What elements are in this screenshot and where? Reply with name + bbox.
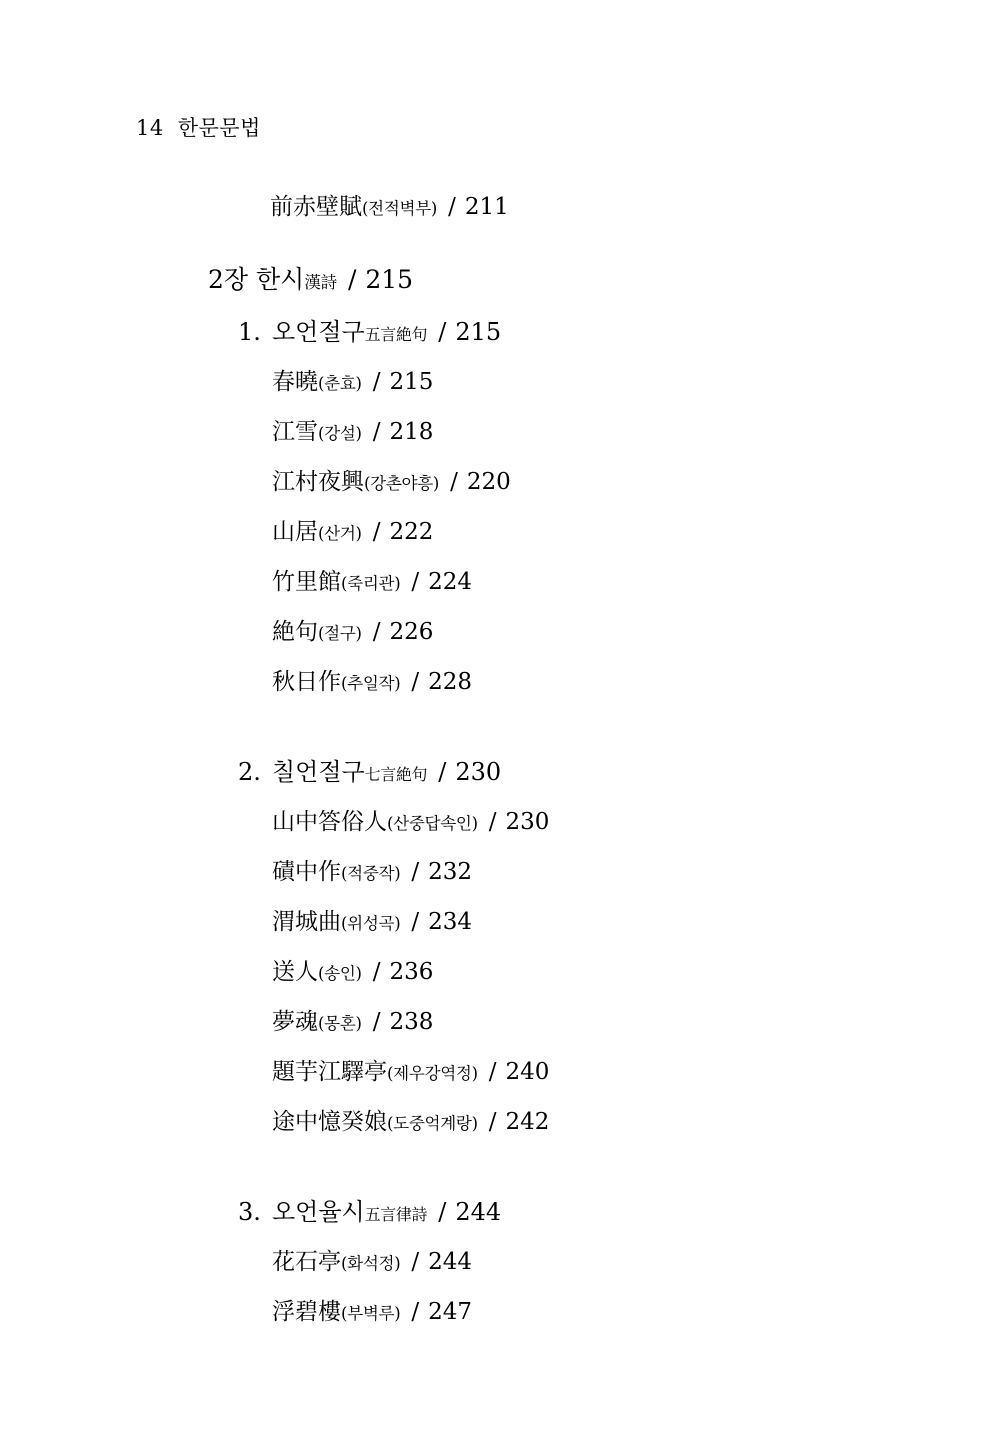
toc-item-ko: (강설)	[318, 424, 362, 443]
toc-section-name-han: 七言絶句	[364, 765, 428, 784]
header-book-title: 한문문법	[177, 116, 261, 140]
table-of-contents	[0, 180, 1008, 1324]
page-header	[136, 112, 261, 142]
toc-item-page: 242	[505, 1109, 550, 1135]
toc-item-page: 215	[389, 369, 434, 395]
toc-section-page: 215	[455, 318, 502, 346]
toc-separator: /	[411, 669, 420, 695]
toc-chapter-heading	[0, 267, 1008, 292]
toc-item-page: 224	[428, 569, 473, 595]
toc-item-han: 春曉	[272, 369, 318, 395]
toc-separator: /	[488, 1109, 497, 1135]
toc-item-page: 232	[428, 859, 473, 885]
toc-section-name-ko: 칠언절구	[272, 758, 365, 786]
toc-separator: /	[438, 1198, 447, 1226]
toc-separator: /	[372, 1009, 381, 1035]
toc-separator: /	[411, 1249, 420, 1275]
toc-item-page: 234	[428, 909, 473, 935]
toc-item-ko: (강촌야흥)	[364, 474, 440, 493]
toc-item	[0, 861, 1008, 884]
toc-item	[0, 671, 1008, 694]
toc-item-han: 題芋江驛亭	[272, 1059, 387, 1085]
toc-separator: /	[372, 519, 381, 545]
toc-item-ko: (춘효)	[318, 374, 362, 393]
toc-section-heading	[0, 320, 1008, 344]
toc-item-ko: (절구)	[318, 624, 362, 643]
toc-separator: /	[411, 569, 420, 595]
toc-item-ko: (위성곡)	[341, 914, 401, 933]
toc-item-page: 236	[389, 959, 434, 985]
toc-item-han: 江村夜興	[272, 469, 364, 495]
header-page-number: 14	[136, 116, 164, 140]
toc-item-han: 山中答俗人	[272, 809, 387, 835]
toc-item-han: 江雪	[272, 419, 318, 445]
toc-entry-orphan	[0, 196, 1008, 219]
toc-section-page: 230	[455, 758, 502, 786]
toc-section-page: 244	[455, 1198, 502, 1226]
toc-separator: /	[450, 469, 458, 495]
toc-section-number: 3.	[238, 1198, 261, 1226]
toc-item-han: 磧中作	[272, 859, 341, 885]
toc-separator: /	[372, 369, 381, 395]
toc-separator: /	[411, 1299, 420, 1325]
toc-separator: /	[438, 758, 447, 786]
toc-separator: /	[448, 194, 456, 220]
toc-separator: /	[488, 809, 497, 835]
toc-item-ko: (화석정)	[341, 1254, 401, 1273]
toc-separator: /	[372, 419, 381, 445]
toc-section-number: 1.	[238, 318, 261, 346]
toc-item-han: 浮碧樓	[272, 1299, 341, 1325]
toc-item-ko: (도중억계랑)	[387, 1114, 478, 1133]
toc-item-han: 送人	[272, 959, 318, 985]
toc-item	[0, 1251, 1008, 1274]
toc-item	[0, 961, 1008, 984]
toc-item-han: 渭城曲	[272, 909, 341, 935]
toc-item-ko: (죽리관)	[341, 574, 401, 593]
toc-item-ko: (부벽루)	[341, 1304, 401, 1323]
toc-item	[0, 1061, 1008, 1084]
toc-item-page: 247	[428, 1299, 473, 1325]
toc-item	[0, 571, 1008, 594]
toc-entry-title-ko: (전적벽부)	[362, 199, 438, 218]
toc-item-ko: (산거)	[318, 524, 362, 543]
toc-section-number: 2.	[238, 758, 261, 786]
toc-section-name-ko: 오언율시	[272, 1198, 365, 1226]
toc-item-page: 226	[389, 619, 434, 645]
toc-item	[0, 1301, 1008, 1324]
toc-entry-page: 211	[464, 194, 509, 220]
toc-item-han: 絶句	[272, 619, 318, 645]
toc-item-page: 230	[505, 809, 550, 835]
toc-item-ko: (제우강역정)	[387, 1064, 478, 1083]
toc-item-page: 222	[389, 519, 434, 545]
toc-separator: /	[372, 959, 381, 985]
toc-item-page: 238	[389, 1009, 434, 1035]
toc-item	[0, 521, 1008, 544]
toc-item-page: 228	[428, 669, 473, 695]
toc-item-page: 240	[505, 1059, 550, 1085]
toc-item-ko: (적중작)	[341, 864, 401, 883]
toc-item	[0, 1011, 1008, 1034]
toc-item-han: 山居	[272, 519, 318, 545]
toc-separator: /	[438, 318, 447, 346]
toc-item-page: 218	[389, 419, 434, 445]
toc-item-han: 花石亭	[272, 1249, 341, 1275]
toc-separator: /	[347, 265, 357, 294]
toc-item-ko: (추일작)	[341, 674, 401, 693]
toc-section-name-han: 五言絶句	[364, 325, 428, 344]
toc-item	[0, 621, 1008, 644]
toc-section-name-han: 五言律詩	[364, 1205, 428, 1224]
toc-chapter-name-ko: 한시	[256, 265, 305, 294]
toc-separator: /	[372, 619, 381, 645]
toc-section-heading	[0, 1200, 1008, 1224]
toc-item	[0, 911, 1008, 934]
toc-item-han: 夢魂	[272, 1009, 318, 1035]
toc-item-ko: (송인)	[318, 964, 362, 983]
toc-separator: /	[411, 909, 420, 935]
toc-section-name-ko: 오언절구	[272, 318, 365, 346]
toc-separator: /	[411, 859, 420, 885]
toc-section-heading	[0, 760, 1008, 784]
toc-item-page: 244	[428, 1249, 473, 1275]
toc-item-ko: (산중답속인)	[387, 814, 478, 833]
toc-entry-title-han: 前赤壁賦	[270, 194, 362, 220]
toc-item	[0, 421, 1008, 444]
toc-chapter-page: 215	[365, 265, 414, 294]
toc-item	[0, 1111, 1008, 1134]
toc-chapter-name-han: 漢詩	[304, 273, 337, 292]
toc-item-ko: (몽혼)	[318, 1014, 362, 1033]
toc-item-han: 竹里館	[272, 569, 341, 595]
toc-item-han: 秋日作	[272, 669, 341, 695]
toc-item-page: 220	[466, 469, 511, 495]
toc-item	[0, 811, 1008, 834]
toc-item	[0, 371, 1008, 394]
toc-separator: /	[488, 1059, 497, 1085]
toc-chapter-label: 2장	[208, 265, 249, 294]
toc-item	[0, 471, 1008, 494]
toc-item-han: 途中憶癸娘	[272, 1109, 387, 1135]
